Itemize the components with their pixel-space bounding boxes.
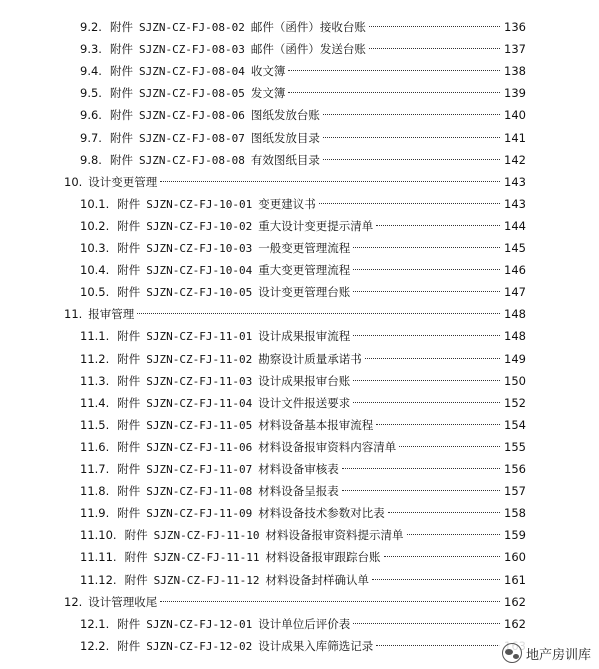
toc-entry-number: 11.8. xyxy=(80,484,110,499)
watermark xyxy=(498,641,595,665)
toc-entry-number: 11.5. xyxy=(80,417,110,432)
toc-entry-title: 材料设备审核表 xyxy=(258,462,339,476)
toc-entry-code: SJZN-CZ-FJ-12-01 xyxy=(146,617,253,631)
toc-leader-dots xyxy=(369,26,500,27)
toc-entry-prefix: 附件 xyxy=(117,395,141,410)
toc-entry[interactable] xyxy=(80,524,526,546)
toc-entry-page: 149 xyxy=(504,351,526,366)
toc-entry-page: 150 xyxy=(504,373,526,388)
toc-entry-number: 11.3. xyxy=(80,373,110,388)
toc-entry-title: 设计变更管理台账 xyxy=(258,285,351,300)
toc-entry-number: 10.4. xyxy=(80,263,110,278)
toc-entry-title: 报审管理 xyxy=(88,307,135,322)
toc-entry-code: SJZN-CZ-FJ-10-04 xyxy=(146,264,253,278)
toc-entry-prefix: 附件 xyxy=(109,86,133,101)
toc-entry-number: 11.10. xyxy=(80,528,117,543)
toc-leader-dots xyxy=(372,579,500,580)
toc-entry-title: 材料设备报审资料内容清单 xyxy=(258,439,397,454)
toc-entry-code: SJZN-CZ-FJ-10-02 xyxy=(146,219,253,233)
toc-entry-prefix: 附件 xyxy=(117,263,141,278)
toc-entry-prefix: 附件 xyxy=(117,218,141,233)
toc-entry-number: 11.6. xyxy=(80,439,110,454)
toc-leader-dots xyxy=(137,313,500,314)
toc-entry-number: 10.1. xyxy=(80,196,110,211)
toc-entry-code: SJZN-CZ-FJ-11-10 xyxy=(153,529,260,543)
toc-leader-dots xyxy=(342,490,500,491)
toc-entry-code: SJZN-CZ-FJ-10-05 xyxy=(146,286,253,300)
toc-entry-page: 154 xyxy=(504,417,526,432)
toc-entry-page: 148 xyxy=(504,307,526,322)
toc-entry-page: 143 xyxy=(504,174,526,189)
toc-entry-title: 图纸发放目录 xyxy=(250,130,320,145)
toc-entry-title: 图纸发放台账 xyxy=(250,108,320,123)
toc-entry-page: 139 xyxy=(504,86,526,101)
toc-entry-page: 142 xyxy=(504,152,526,167)
toc-entry-title: 有效图纸目录 xyxy=(250,152,320,167)
toc-entry-code: SJZN-CZ-FJ-11-06 xyxy=(146,440,253,454)
toc-entry[interactable] xyxy=(80,193,526,215)
toc-entry[interactable] xyxy=(80,215,526,237)
toc-leader-dots xyxy=(369,48,500,49)
toc-leader-dots xyxy=(376,645,500,646)
toc-entry-prefix: 附件 xyxy=(117,506,141,521)
toc-entry-title: 邮件（函件）接收台账 xyxy=(250,20,366,34)
toc-entry[interactable] xyxy=(80,127,526,149)
toc-leader-dots xyxy=(376,424,500,425)
toc-entry-page: 152 xyxy=(504,395,526,410)
toc-leader-dots xyxy=(384,556,500,557)
toc-entry-number: 12.2. xyxy=(80,638,110,653)
toc-entry-prefix: 附件 xyxy=(117,638,141,653)
toc-leader-dots xyxy=(319,203,500,204)
toc-entry-page: 146 xyxy=(504,263,526,278)
toc-entry-title: 收文簿 xyxy=(250,64,286,79)
toc-entry-prefix: 附件 xyxy=(117,417,141,432)
toc-entry-page: 136 xyxy=(504,20,526,34)
toc-entry[interactable] xyxy=(80,281,526,303)
toc-entry-page: 161 xyxy=(504,572,526,587)
toc-entry-number: 11. xyxy=(64,307,83,322)
toc-entry-page: 138 xyxy=(504,64,526,79)
toc-entry[interactable] xyxy=(80,635,526,657)
toc-entry-number: 9.3. xyxy=(80,42,102,57)
toc-entry-code: SJZN-CZ-FJ-11-03 xyxy=(146,374,253,388)
toc-entry-page: 156 xyxy=(504,462,526,476)
toc-leader-dots xyxy=(388,512,500,513)
toc-entry-page: 148 xyxy=(504,329,526,344)
toc-entry-number: 10. xyxy=(64,174,83,189)
toc-entry-page: 157 xyxy=(504,484,526,499)
watermark-text: 地产房训库 xyxy=(525,647,591,663)
toc-entry-page: 137 xyxy=(504,42,526,57)
toc-entry-prefix: 附件 xyxy=(109,130,133,145)
toc-entry-code: SJZN-CZ-FJ-08-06 xyxy=(138,109,245,123)
toc-entry-code: SJZN-CZ-FJ-11-01 xyxy=(146,330,253,344)
toc-entry[interactable] xyxy=(80,348,526,370)
toc-leader-dots xyxy=(365,358,500,359)
toc-entry-page: 159 xyxy=(504,528,526,543)
toc-entry-number: 11.7. xyxy=(80,462,110,476)
toc-entry-code: SJZN-CZ-FJ-10-01 xyxy=(146,197,253,211)
toc-leader-dots xyxy=(399,446,500,447)
toc-entry-page: 162 xyxy=(504,616,526,631)
wechat-icon xyxy=(502,643,522,663)
toc-entry-page: 155 xyxy=(504,439,526,454)
toc-entry-prefix: 附件 xyxy=(124,550,148,565)
toc-entry-page: 162 xyxy=(504,594,526,609)
toc-entry-title: 重大设计变更提示清单 xyxy=(258,218,374,233)
toc-entry[interactable] xyxy=(80,502,526,524)
toc-entry-prefix: 附件 xyxy=(117,462,141,476)
toc-leader-dots xyxy=(353,623,500,624)
toc-entry[interactable] xyxy=(80,546,526,568)
toc-entry-title: 材料设备封样确认单 xyxy=(265,572,370,587)
toc-entry-page: 143 xyxy=(504,196,526,211)
toc-entry[interactable] xyxy=(64,303,526,325)
toc-entry-title: 重大变更管理流程 xyxy=(258,263,351,278)
toc-entry-number: 12. xyxy=(64,594,83,609)
toc-entry-number: 11.11. xyxy=(80,550,117,565)
toc-entry-code: SJZN-CZ-FJ-08-08 xyxy=(138,153,245,167)
toc-entry[interactable] xyxy=(80,259,526,281)
toc-entry-page: 145 xyxy=(504,241,526,255)
toc-entry-prefix: 附件 xyxy=(117,373,141,388)
toc-entry[interactable] xyxy=(80,82,526,104)
toc-entry-page: 147 xyxy=(504,285,526,300)
toc-entry-code: SJZN-CZ-FJ-11-09 xyxy=(146,507,253,521)
toc-entry-prefix: 附件 xyxy=(117,351,141,366)
toc-entry-number: 12.1. xyxy=(80,616,110,631)
toc-entry-number: 11.9. xyxy=(80,506,110,521)
toc-entry-title: 发文簿 xyxy=(250,86,286,101)
toc-entry-code: SJZN-CZ-FJ-08-02 xyxy=(138,21,245,34)
toc-entry-prefix: 附件 xyxy=(117,241,141,255)
toc-entry-title: 设计管理收尾 xyxy=(88,594,158,609)
toc-entry-prefix: 附件 xyxy=(117,196,141,211)
toc-entry-title: 设计变更管理 xyxy=(88,174,158,189)
toc-entry-number: 10.5. xyxy=(80,285,110,300)
toc-entry-title: 材料设备报审资料提示清单 xyxy=(265,528,404,543)
toc-entry-page: 158 xyxy=(504,506,526,521)
toc-entry-prefix: 附件 xyxy=(117,484,141,499)
toc-entry-prefix: 附件 xyxy=(109,108,133,123)
toc-entry-prefix: 附件 xyxy=(117,329,141,344)
toc-entry[interactable] xyxy=(80,60,526,82)
toc-entry-code: SJZN-CZ-FJ-12-02 xyxy=(146,639,253,653)
toc-entry-title: 邮件（函件）发送台账 xyxy=(250,42,366,57)
toc-entry-page: 140 xyxy=(504,108,526,123)
toc-entry-number: 9.5. xyxy=(80,86,102,101)
toc-entry-code: SJZN-CZ-FJ-08-05 xyxy=(138,87,245,101)
toc-leader-dots xyxy=(353,269,500,270)
toc-leader-dots xyxy=(353,291,500,292)
toc-entry-prefix: 附件 xyxy=(124,572,148,587)
toc-entry[interactable] xyxy=(80,458,526,480)
toc-entry-code: SJZN-CZ-FJ-11-07 xyxy=(146,463,253,476)
toc-entry[interactable] xyxy=(80,569,526,591)
toc-entry[interactable] xyxy=(80,149,526,171)
toc-entry-number: 9.8. xyxy=(80,152,102,167)
toc-leader-dots xyxy=(407,534,500,535)
toc-entry[interactable] xyxy=(80,325,526,347)
toc-entry-title: 设计成果报审台账 xyxy=(258,373,351,388)
toc-entry-prefix: 附件 xyxy=(109,20,133,34)
toc-entry[interactable] xyxy=(80,104,526,126)
toc-entry-number: 10.2. xyxy=(80,218,110,233)
toc-entry[interactable] xyxy=(80,613,526,635)
toc-leader-dots xyxy=(353,335,500,336)
toc-entry-number: 11.12. xyxy=(80,572,117,587)
toc-entry-title: 材料设备基本报审流程 xyxy=(258,417,374,432)
toc-entry-prefix: 附件 xyxy=(109,42,133,57)
toc-leader-dots xyxy=(160,601,500,602)
toc-entry[interactable] xyxy=(80,414,526,436)
toc-entry[interactable] xyxy=(80,436,526,458)
toc-leader-dots xyxy=(353,402,500,403)
toc-entry[interactable] xyxy=(80,16,526,38)
toc-entry-number: 9.6. xyxy=(80,108,102,123)
toc-entry-code: SJZN-CZ-FJ-11-08 xyxy=(146,485,253,499)
toc-leader-dots xyxy=(323,114,500,115)
toc-leader-dots xyxy=(323,159,500,160)
toc-entry-prefix: 附件 xyxy=(117,439,141,454)
toc-leader-dots xyxy=(342,468,500,469)
toc-leader-dots xyxy=(353,380,500,381)
toc-entry-code: SJZN-CZ-FJ-11-02 xyxy=(146,352,253,366)
toc-entry-prefix: 附件 xyxy=(109,64,133,79)
toc-entry-number: 9.4. xyxy=(80,64,102,79)
toc-entry-title: 设计单位后评价表 xyxy=(258,616,351,631)
toc-entry-code: SJZN-CZ-FJ-11-05 xyxy=(146,418,253,432)
toc-entry-title: 设计成果报审流程 xyxy=(258,329,351,344)
toc-entry-number: 11.4. xyxy=(80,395,110,410)
toc-entry-title: 一般变更管理流程 xyxy=(258,241,351,255)
toc-entry-title: 勘察设计质量承诺书 xyxy=(258,351,362,366)
toc-leader-dots xyxy=(160,181,500,182)
toc-leader-dots xyxy=(323,137,500,138)
toc-entry-prefix: 附件 xyxy=(117,616,141,631)
toc-entry-prefix: 附件 xyxy=(109,152,133,167)
toc-entry[interactable] xyxy=(80,392,526,414)
toc-entry-prefix: 附件 xyxy=(124,528,148,543)
toc-entry-title: 变更建议书 xyxy=(258,196,316,211)
toc-entry-title: 材料设备报审跟踪台账 xyxy=(265,550,381,565)
toc-entry-code: SJZN-CZ-FJ-08-03 xyxy=(138,43,245,57)
toc-leader-dots xyxy=(288,92,500,93)
toc-entry-code: SJZN-CZ-FJ-11-11 xyxy=(153,551,260,565)
toc-entry-code: SJZN-CZ-FJ-11-04 xyxy=(146,396,253,410)
toc-entry-number: 9.2. xyxy=(80,20,102,34)
toc-leader-dots xyxy=(353,247,500,248)
toc-entry[interactable] xyxy=(80,480,526,502)
toc-entry-number: 11.1. xyxy=(80,329,110,344)
toc-entry-number: 9.7. xyxy=(80,130,102,145)
toc-entry-page: 144 xyxy=(504,218,526,233)
toc-entry[interactable] xyxy=(64,171,526,193)
toc-entry-code: SJZN-CZ-FJ-08-07 xyxy=(138,131,245,145)
toc-entry[interactable] xyxy=(80,370,526,392)
toc-entry[interactable] xyxy=(80,38,526,60)
toc-entry-number: 11.2. xyxy=(80,351,110,366)
toc-leader-dots xyxy=(288,70,500,71)
toc-entry-title: 材料设备呈报表 xyxy=(258,484,339,499)
toc-entry-page: 160 xyxy=(504,550,526,565)
toc-entry-code: SJZN-CZ-FJ-11-12 xyxy=(153,573,260,587)
toc-entry-prefix: 附件 xyxy=(117,285,141,300)
toc-entry-title: 设计成果入库筛选记录 xyxy=(258,638,374,653)
toc-entry-code: SJZN-CZ-FJ-10-03 xyxy=(146,242,253,255)
toc-entry-title: 设计文件报送要求 xyxy=(258,395,351,410)
toc-entry-title: 材料设备技术参数对比表 xyxy=(258,506,385,521)
toc-entry-number: 10.3. xyxy=(80,241,110,255)
toc-entry[interactable] xyxy=(80,237,526,259)
toc-entry-page: 141 xyxy=(504,130,526,145)
toc-entry-code: SJZN-CZ-FJ-08-04 xyxy=(138,65,245,79)
toc-entry[interactable] xyxy=(64,591,526,613)
toc-leader-dots xyxy=(376,225,500,226)
